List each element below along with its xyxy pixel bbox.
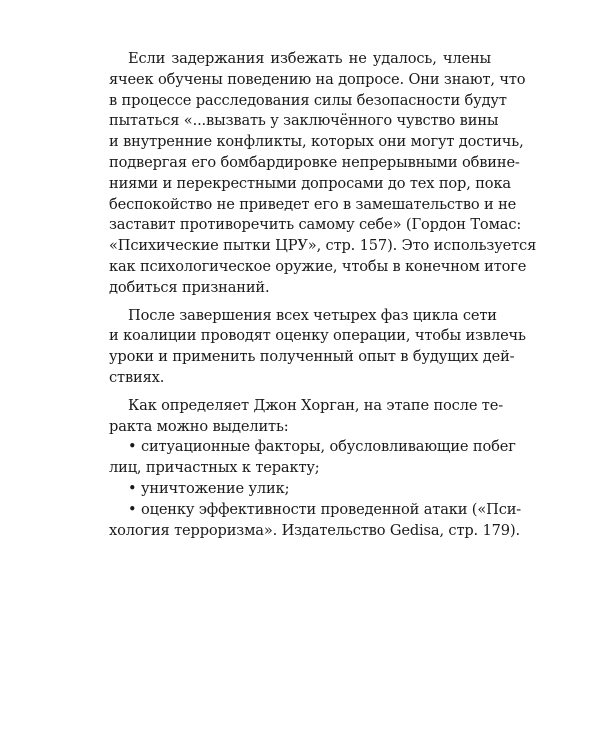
text-line: добиться признаний. — [109, 278, 270, 296]
text-line: • оценку эффективности проведенной атаки («Пси- — [128, 500, 522, 518]
text-line: После завершения всех четырех фаз цикла сети — [128, 306, 497, 324]
list-item — [109, 500, 522, 542]
text-line: лиц, причастных к теракту; — [109, 459, 320, 477]
text-line: и коалиции проводят оценку операции, чтобы извлечь — [109, 327, 526, 345]
text-line: ячеек обучены поведению на допросе. Они знают, что — [109, 70, 526, 88]
text-line: пытаться «...вызвать у заключённого чувство вины — [109, 112, 499, 130]
list-item — [109, 479, 491, 500]
text-line: ниями и перекрестными допросами до тех пор, пока — [109, 174, 511, 192]
text-line: подвергая его бомбардировке непрерывными обвине- — [109, 153, 520, 171]
paragraph-evaluation — [109, 306, 526, 389]
paragraph-horgan — [109, 396, 503, 438]
text-line: • уничтожение улик; — [128, 479, 290, 497]
text-line: Как определяет Джон Хорган, на этапе после те- — [128, 396, 503, 414]
text-line: как психологическое оружие, чтобы в конечном итоге — [109, 257, 527, 275]
paragraph-detention — [109, 49, 537, 299]
text-line: в процессе расследования силы безопасности будут — [109, 91, 507, 109]
text-line: ствиях. — [109, 368, 165, 386]
text-line: ракта можно выделить: — [109, 417, 289, 435]
text-line: Если задержания избежать не удалось, члены — [128, 50, 491, 67]
text-line: • ситуационные факторы, обусловливающие побег — [128, 438, 516, 456]
body-text — [109, 49, 537, 541]
text-line: заставит противоречить самому себе» (Гордон Томас: — [109, 216, 522, 234]
text-line: и внутренние конфликты, которых они могут достичь, — [109, 133, 524, 151]
text-line: беспокойство не приведет его в замешательство и не — [109, 195, 517, 213]
list-item — [109, 437, 516, 479]
text-line: хология терроризма». Издательство Gedisa, стр. 179). — [109, 521, 520, 539]
text-line: «Психические пытки ЦРУ», стр. 157). Это используется — [109, 237, 537, 255]
text-line: уроки и применить полученный опыт в будущих дей- — [109, 348, 515, 366]
bullet-list — [109, 437, 522, 541]
